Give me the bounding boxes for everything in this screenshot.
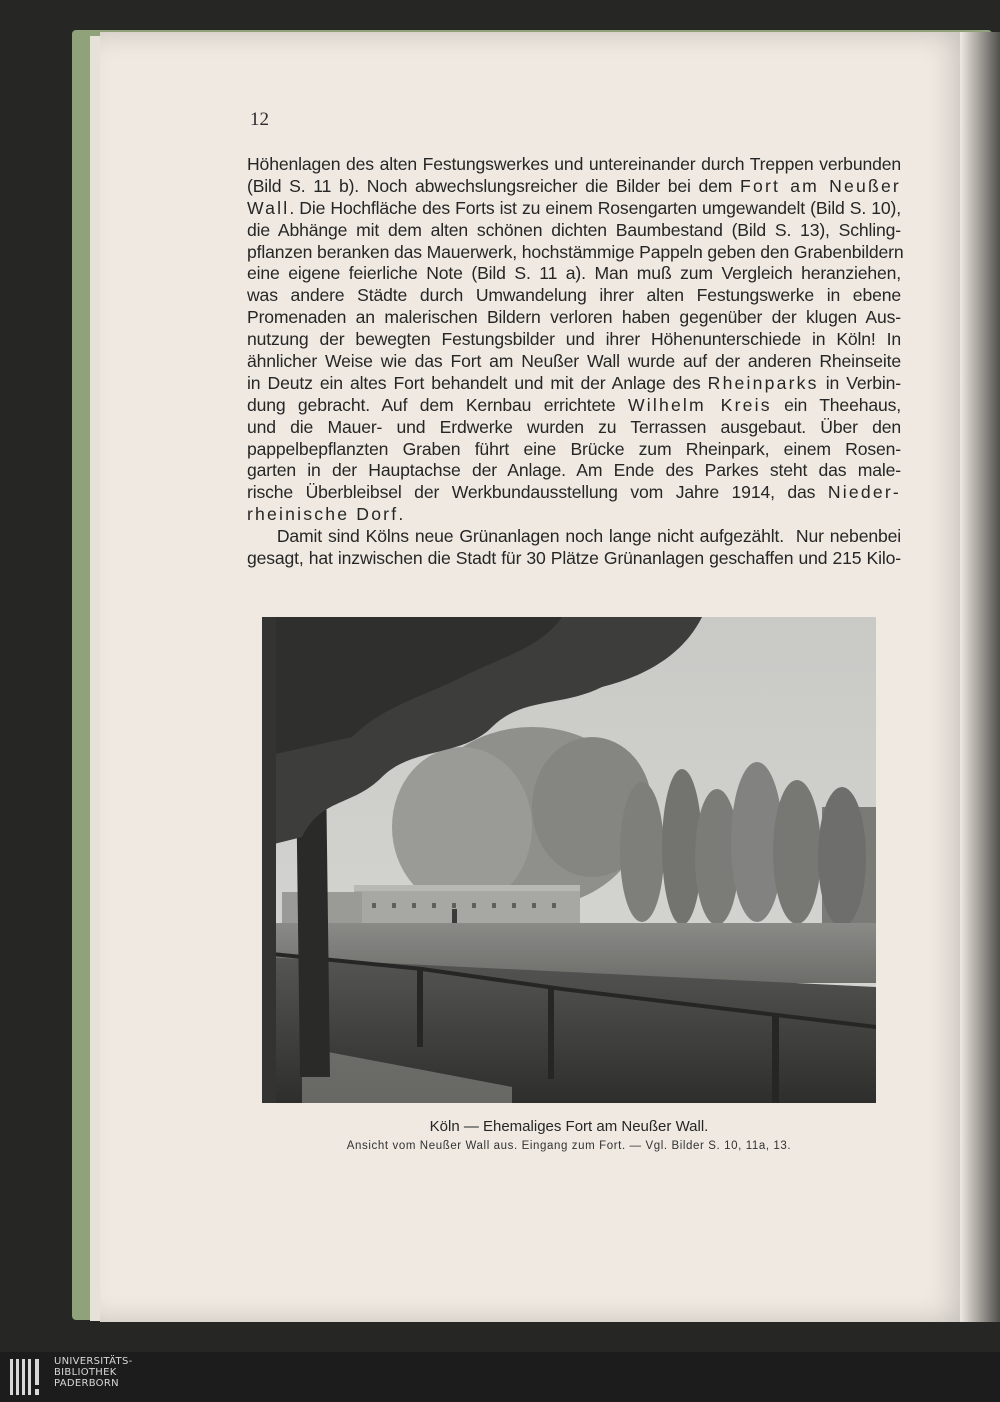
library-name-line-3: PADERBORN bbox=[54, 1378, 119, 1389]
library-footer-bar bbox=[0, 1352, 1000, 1402]
text-line-17: rheinische Dorf. bbox=[247, 504, 404, 525]
library-name-line-2: BIBLIOTHEK bbox=[54, 1367, 117, 1378]
text-line-9: nutzung der bewegten Festungsbilder und ihrer Höhenunterschiede in Köln! In bbox=[247, 329, 901, 350]
text-line-1: Höhenlagen des alten Festungswerkes und untereinander durch Treppen verbunden bbox=[247, 154, 901, 174]
text-line-10: ähnlicher Weise wie das Fort am Neußer Wall wurde auf der anderen Rheinseite bbox=[247, 351, 901, 372]
text-line-5: pflanzen beranken das Mauerwerk, hochstämmige Pappeln geben den Grabenbildern bbox=[247, 241, 904, 262]
text-line-16: rische Überbleibsel der Werkbundausstellung vom Jahre 1914, das Nieder- bbox=[247, 482, 901, 503]
text-line-6: eine eigene feierliche Note (Bild S. 11 a). Man muß zum Vergleich heranziehen, bbox=[247, 263, 901, 284]
text-line-12: dung gebracht. Auf dem Kernbau errichtete Wilhelm Kreis ein Theehaus, bbox=[247, 394, 901, 415]
text-line-14: pappelbepflanzten Graben führt eine Brücke zum Rheinpark, einem Rosen- bbox=[247, 438, 901, 459]
library-name bbox=[54, 1356, 133, 1389]
text-line-18: Damit sind Kölns neue Grünanlagen noch lange nicht aufgezählt. Nur nebenbei bbox=[247, 526, 901, 547]
text-line-4: die Abhänge mit dem alten schönen dichten Baumbestand (Bild S. 13), Schling- bbox=[247, 219, 901, 240]
text-line-13: und die Mauer- und Erdwerke wurden zu Terrassen ausgebaut. Über den bbox=[247, 416, 901, 437]
text-line-8: Promenaden an malerischen Bildern verloren haben gegenüber der klugen Aus- bbox=[247, 307, 901, 328]
library-barcode-logo-icon bbox=[8, 1357, 48, 1397]
text-line-2: (Bild S. 11 b). Noch abwechslungsreicher die Bilder bei dem Fort am Neußer bbox=[247, 175, 901, 196]
figure-subcaption: Ansicht vom Neußer Wall aus. Eingang zum Fort. — Vgl. Bilder S. 10, 11a, 13. bbox=[346, 1140, 792, 1152]
page-number: 12 bbox=[250, 109, 269, 130]
text-line-19: gesagt, hat inzwischen die Stadt für 30 Plätze Grünanlagen geschaffen und 215 Kilo- bbox=[247, 548, 901, 569]
text-line-3: Wall. Die Hochfläche des Forts ist zu einem Rosengarten umgewandelt (Bild S. 10), bbox=[247, 197, 901, 218]
figure-caption: Köln — Ehemaliges Fort am Neußer Wall. bbox=[429, 1118, 709, 1135]
text-line-11: in Deutz ein altes Fort behandelt und mit der Anlage des Rheinparks in Verbin- bbox=[247, 372, 901, 393]
fort-photograph bbox=[262, 617, 876, 1103]
body-text bbox=[247, 154, 904, 570]
page-gutter-shadow bbox=[960, 32, 1000, 1322]
text-line-7: was andere Städte durch Umwandelung ihrer alten Festungswerke in ebene bbox=[247, 285, 901, 306]
text-line-15: garten in der Hauptachse der Anlage. Am Ende des Parkes steht das male- bbox=[247, 460, 901, 481]
library-name-line-1: UNIVERSITÄTS- bbox=[54, 1356, 133, 1367]
